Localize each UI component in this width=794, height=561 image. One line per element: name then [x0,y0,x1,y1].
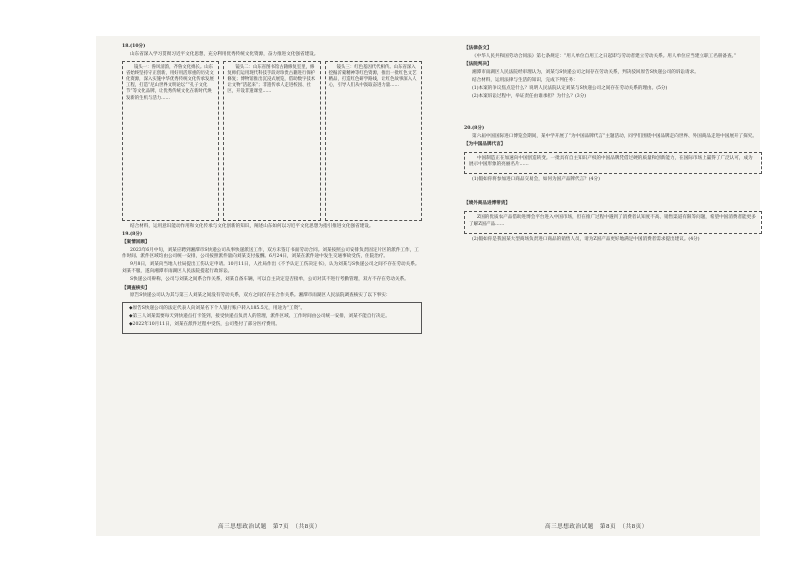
judgment-heading: 【法院判决】 [464,62,492,68]
page-8-column [464,44,762,245]
page-7-footer: 高三思想政治试题 第7页 （共8页） [218,524,321,530]
material-panel-3: 镜头三：红色基因代代相传。山东省深入挖掘沂蒙精神等红色资源，推出一批红色文艺精品，打造红色研学路线，让红色故事深入人心，引导人们从中汲取奋进力量…… [325,61,422,221]
fact-item-2: ◆第三人刘某需要每天到快递点打卡签到，接受快递点负责人的管理，派件区域、工作时间由公司统一安排，刘某不能自行决定。 [129,313,390,319]
law-text: 《中华人民共和国劳动合同法》第七条规定：“用人单位自用工之日起即与劳动者建立劳动关系。用人单位应当建立职工名册备查。” [472,53,737,59]
brand-question: (1)假如你将参加进口商品交易会，如何为国产品牌代言？(4分) [472,177,600,183]
page-8-footer: 高三思想政治试题 第8页 （共8页） [545,524,648,530]
question-19-task-1: (1)本案的争议焦点是什么？说明人民法院认定刘某与S快递公司之间存在劳动关系的理由。(5分) [472,85,668,91]
case-review-heading: 【案情回顾】 [122,240,150,246]
import-question: (2)假如你是我国某大型商场负责进口商品的销售人员，请为Z国产品更好地满足中国消费者需求提出建议。(4分) [472,236,700,242]
case-paragraph-1: 2023年6月中旬，刘某应聘到湘潭市S快递公司从事快递派送工作，双方未签订书面劳动合同。刘某按照公司安排负责固定片区的派件工作，工作时间、派件区域均由公司统一安排，公司按照派件量向刘某支付报酬。6月24日，刘某在派件途中发生交通事故受伤，住院治疗。 [122,247,419,260]
facts-box [122,302,422,334]
investigation-heading: 【调查核实】 [122,285,150,291]
question-19-number: 19.(8分) [122,231,143,237]
answer-space [464,185,762,199]
material-panel-2: 镜头二：山东省图书馆古籍修复室里，修复师们运用现代科技手段对珍贵古籍进行保护修复；博物馆推出沉浸式展览，借助数字技术让文物“活起来”；非遗传承人走进校园、社区，开设非遗课堂…… [223,61,320,221]
question-19-task-2: (2)本案诉讼过程中，举证责任由谁承担？为什么？(3分) [472,93,587,99]
import-heading: 【境外商品进博带货】 [464,201,510,207]
investigation-intro: 原告S快递公司认为其与第三人刘某之间没有劳动关系，双方之间仅存在合作关系。湘潭市雨湖区人民法院调查核实了以下事实： [130,293,391,299]
brand-text: 中国制造正在加速向中国创造转变。一批具有自主知识产权的中国品牌凭借过硬的质量和创新能力，在国际市场上赢得了广泛认可，成为展示中国形象的亮丽名片…… [469,155,753,168]
material-panels [122,61,422,221]
import-box [464,211,762,234]
import-text: Z国的优质农产品借助进博会平台进入中国市场，但在推广过程中遇到了消费者认知度不高、销售渠道有限等问题，希望中国消费者能更多了解Z国产品…… [469,215,756,227]
law-heading: 【法律条文】 [464,46,492,51]
question-18-number: 18.(10分) [122,44,146,49]
material-panel-1: 镜头一：鲁风清韵，齐鲁文化绵长。山东省始终坚持守正创新，用好用活厚重的历史文化资源，深入实施中华优秀传统文化传承发展工程，打造“尼山世界文明论坛”“孔子文化节”等文化品牌，让优秀传统文化在新时代焕发新的生机与活力…… [122,61,219,221]
question-20-number: 20.(8分) [464,125,485,131]
judgment-text: 湘潭市雨湖区人民法院经审理认为，刘某与S快递公司之间存在劳动关系，判决驳回原告S快递公司的诉讼请求。 [472,69,699,75]
case-paragraph-3: S快递公司辩称，公司与刘某之间系合作关系，刘某自备车辆，可以自主决定是否接单，公司对其不进行考勤管理，双方不存在劳动关系。 [130,276,409,282]
question-18-prompt: 结合材料，运用意识能动作用和文化传承与文化创新的知识，阐述山东如何以习近平文化思想为指引推进文化强省建设。 [130,223,374,229]
brand-box [464,152,762,175]
question-18-intro: 山东省深入学习贯彻习近平文化思想，充分利用优秀传统文化资源，奋力推进文化强省建设。 [130,51,319,57]
question-20-intro: 第六届中国国际进口博览会期间，某中学开展了“为中国品牌代言”主题活动，同学们围绕中国品牌走向世界、外国商品走进中国展开了探究。 [472,133,757,139]
brand-heading: 【为中国品牌代言】 [464,142,506,148]
case-paragraph-2: 9月8日，刘某向当地人社局提出工伤认定申请。10月11日，人社局作出《不予认定工伤决定书》，认为刘某与S快递公司之间不存在劳动关系。刘某不服，遂向湘潭市雨湖区人民法院提起行政诉讼。 [122,262,420,274]
answer-space [464,102,762,126]
question-19-task-intro: 结合材料，运用法律与生活的知识，完成下列任务： [472,77,578,83]
fact-item-1: ◆原告S快递公司的法定代表人向刘某名下个人银行账户转入185.5元，用途为“工资”。 [129,305,306,311]
page-7-column [122,44,422,337]
fact-item-3: ◆2022年10月11日，刘某在派件过程中受伤，公司垫付了部分医疗费用。 [129,321,280,327]
